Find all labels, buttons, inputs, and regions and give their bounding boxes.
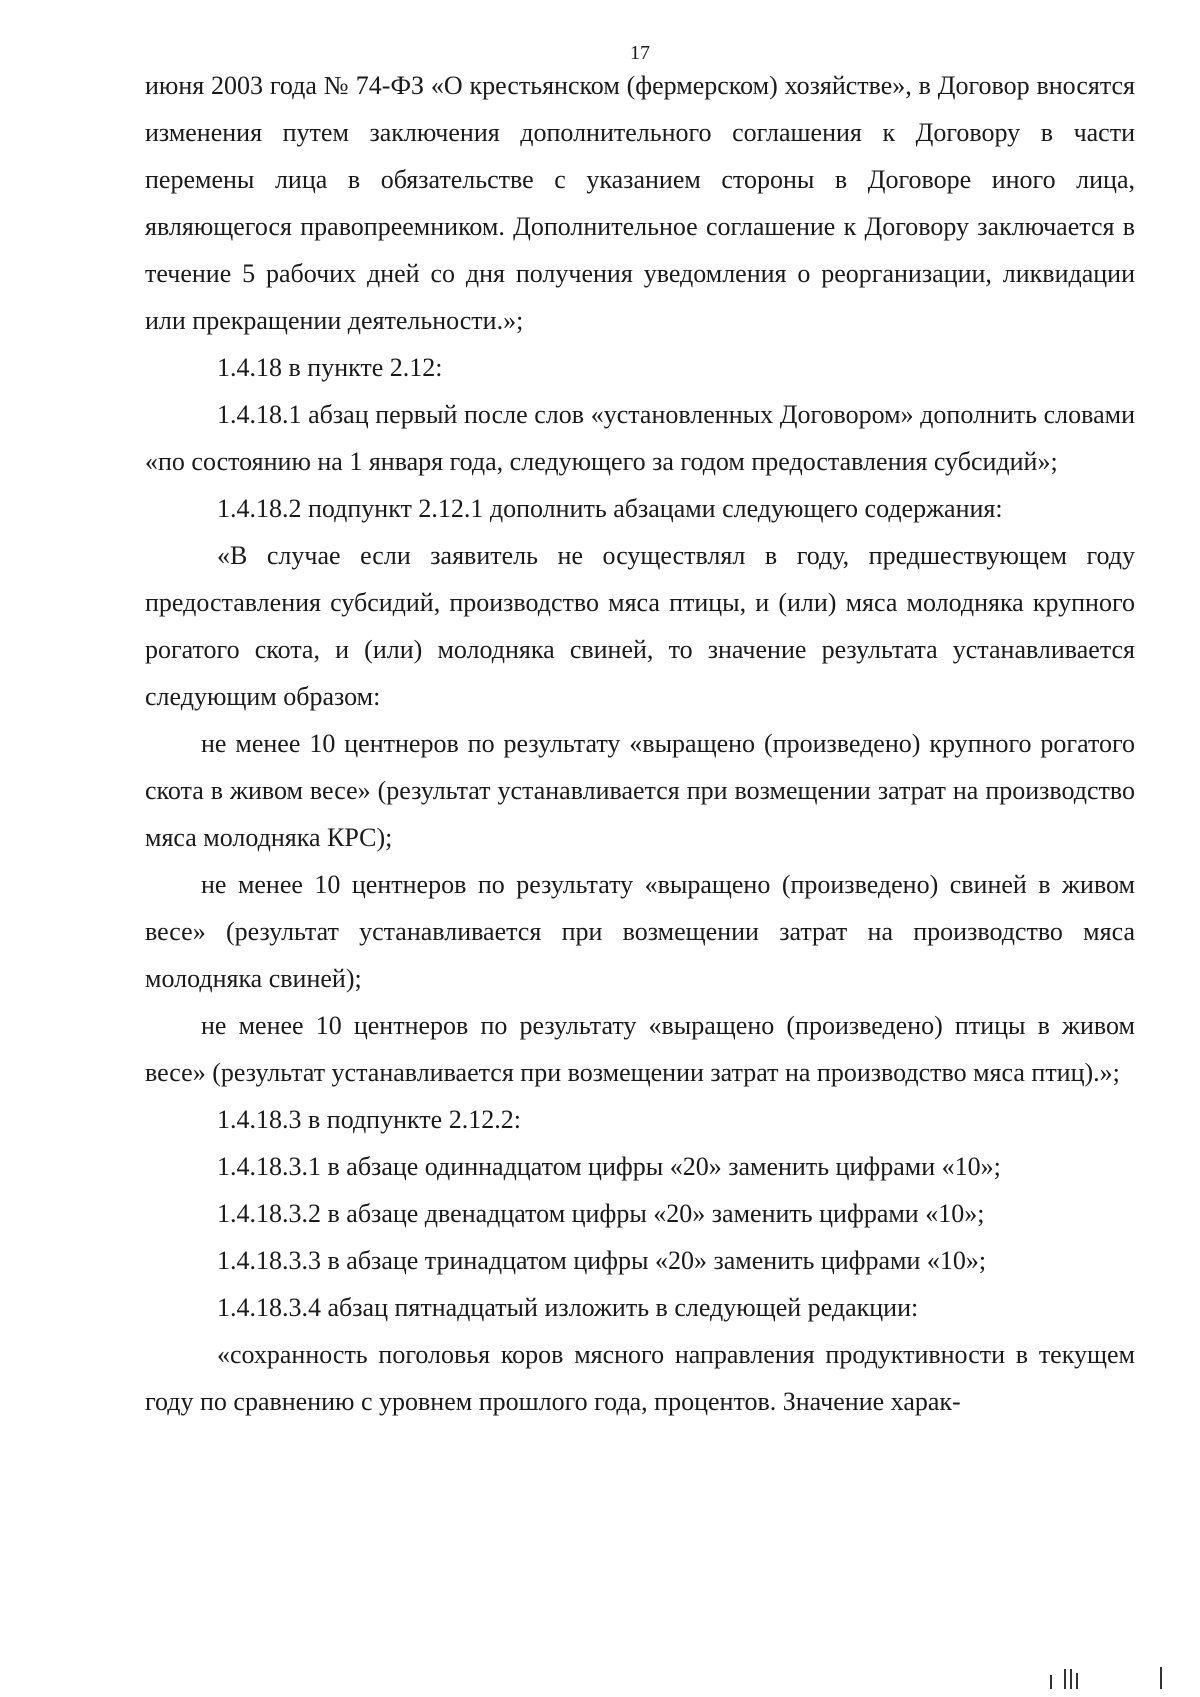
paragraph-quoted-retention: «сохранность поголовья коров мясного направления продуктивности в текущем году по сравнению с уровнем прошлого года, процентов. Значение харак- (145, 1340, 1135, 1416)
document-body (145, 62, 1135, 1425)
paragraph-item-1-4-18-1: 1.4.18.1 абзац первый после слов «установленных Договором» дополнить словами «по состоянию на 1 января года, следующего за годом предоставления субсидий»; (145, 400, 1135, 476)
scan-edge-marks (1010, 1667, 1170, 1689)
paragraph-item-1-4-18-3: 1.4.18.3 в подпункте 2.12.2: (217, 1105, 521, 1134)
paragraph-continuation: июня 2003 года № 74-ФЗ «О крестьянском (фермерском) хозяйстве», в Договор вносятся изменения путем заключения дополнительного соглашения к Договору в части перемены лица в обязательстве с указанием стороны в Договоре иного лица, являющегося правопреемником. Дополнительное соглашение к Договору заключается в течение 5 рабочих дней со дня получения уведомления о реорганизации, ликвидации или прекращении деятельности.»; (145, 71, 1135, 335)
paragraph-item-1-4-18-3-3: 1.4.18.3.3 в абзаце тринадцатом цифры «20» заменить цифрами «10»; (217, 1246, 987, 1275)
paragraph-pigs-result: не менее 10 центнеров по результату «выращено (произведено) свиней в живом весе» (результат устанавливается при возмещении затрат на производство мяса молодняка свиней); (145, 870, 1135, 993)
paragraph-quoted-case: «В случае если заявитель не осуществлял в году, предшествующем году предоставления субсидий, производство мяса птицы, и (или) мяса молодняка крупного рогатого скота, и (или) молодняка свиней, то значение результата устанавливается следующим образом: (145, 541, 1135, 711)
paragraph-item-1-4-18-2: 1.4.18.2 подпункт 2.12.1 дополнить абзацами следующего содержания: (217, 494, 1003, 523)
paragraph-item-1-4-18-3-1: 1.4.18.3.1 в абзаце одиннадцатом цифры «20» заменить цифрами «10»; (217, 1152, 1001, 1181)
page-number: 17 (630, 42, 650, 64)
paragraph-item-1-4-18-3-2: 1.4.18.3.2 в абзаце двенадцатом цифры «20» заменить цифрами «10»; (217, 1199, 985, 1228)
paragraph-item-1-4-18-3-4: 1.4.18.3.4 абзац пятнадцатый изложить в следующей редакции: (217, 1293, 919, 1322)
paragraph-item-1-4-18: 1.4.18 в пункте 2.12: (217, 353, 443, 382)
paragraph-poultry-result: не менее 10 центнеров по результату «выращено (произведено) птицы в живом весе» (результат устанавливается при возмещении затрат на производство мяса птиц).»; (145, 1011, 1135, 1087)
paragraph-cattle-result: не менее 10 центнеров по результату «выращено (произведено) крупного рогатого скота в живом весе» (результат устанавливается при возмещении затрат на производство мяса молодняка КРС); (145, 729, 1135, 852)
